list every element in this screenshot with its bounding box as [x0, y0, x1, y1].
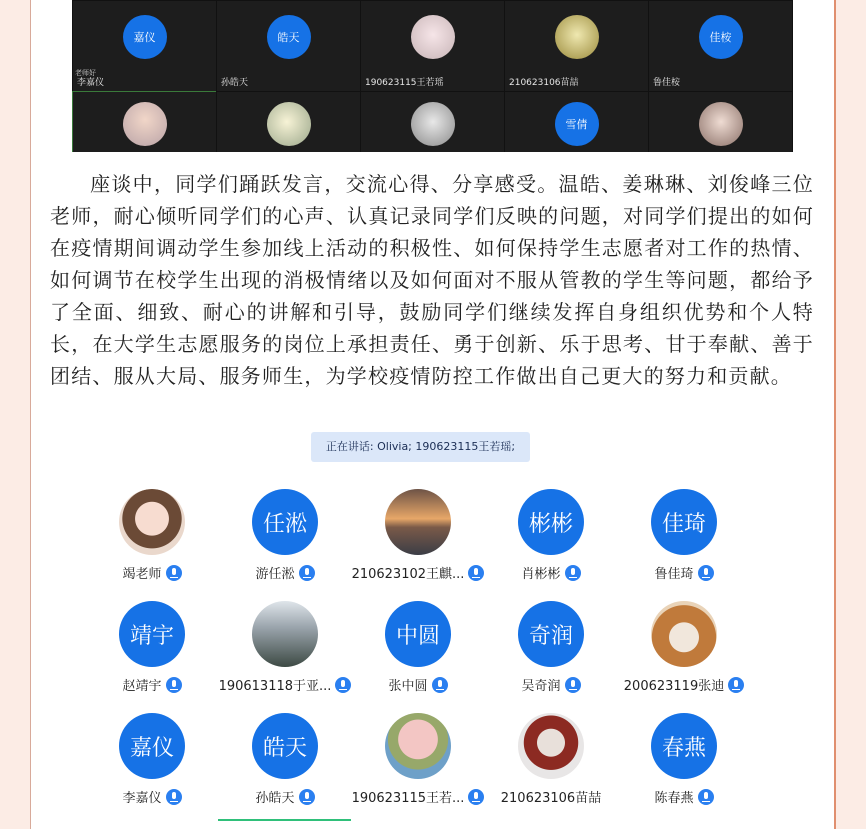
participant-tile[interactable] — [351, 713, 478, 813]
participant-name: 肖彬彬 — [521, 567, 561, 582]
participant-tile[interactable] — [92, 601, 212, 701]
mic-active-icon — [698, 789, 714, 805]
participant-name: 游任淞 — [255, 567, 295, 582]
participant-tile[interactable] — [225, 713, 345, 813]
avatar — [385, 489, 451, 555]
participant-tile[interactable] — [92, 713, 212, 813]
avatar — [385, 713, 451, 779]
avatar: 彬彬 — [518, 489, 584, 555]
participant-tile[interactable] — [351, 489, 478, 589]
participant-tile[interactable] — [225, 489, 345, 589]
avatar — [518, 713, 584, 779]
video-tile — [360, 91, 505, 152]
avatar: 嘉仪 — [123, 15, 167, 59]
avatar — [411, 102, 455, 146]
avatar: 佳桉 — [699, 15, 743, 59]
mic-icon — [468, 565, 484, 581]
paragraph-text: 座谈中，同学们踊跃发言，交流心得、分享感受。温皓、姜琳琳、刘俊峰三位老师，耐心倾听同学们的心声、认真记录同学们反映的问题，对同学们提出的如何在疫情期间调动学生参加线上活动的积极性、如何保持学生志愿者对工作的热情、如何调节在校学生出现的消极情绪以及如何面对不服从管教的学生等问题，都给予了全面、细致、耐心的讲解和引导，鼓励同学们继续发挥自身组织优势和个人特长，在大学生志愿服务的岗位上承担责任、勇于创新、乐于思考、甘于奉献、善于团结、服从大局、服务师生，为学校疫情防控工作做出自己更大的努力和贡献。 — [50, 172, 814, 388]
participant-name: 孙皓天 — [255, 791, 295, 806]
avatar: 佳琦 — [651, 489, 717, 555]
participant-name: 190613118于亚... — [218, 679, 332, 694]
participant-name: 陈春燕 — [654, 791, 694, 806]
avatar: 雪倩 — [555, 102, 599, 146]
participant-tile[interactable] — [358, 601, 478, 701]
video-tile — [216, 0, 361, 92]
video-tile — [648, 91, 793, 152]
avatar: 奇润 — [518, 601, 584, 667]
participant-name: 竭老师 — [122, 567, 162, 582]
participant-tile[interactable] — [491, 601, 611, 701]
mic-icon — [299, 789, 315, 805]
mic-active-icon — [468, 789, 484, 805]
participant-name: 200623119张迪 — [623, 679, 725, 694]
avatar — [699, 102, 743, 146]
mic-icon — [166, 565, 182, 581]
participant-name: 210623102王麒... — [351, 567, 465, 582]
avatar: 嘉仪 — [119, 713, 185, 779]
video-tile — [504, 0, 649, 92]
participant-name: 张中圆 — [388, 679, 428, 694]
avatar — [123, 102, 167, 146]
avatar — [651, 601, 717, 667]
participant-name: 鲁佳琦 — [654, 567, 694, 582]
mic-icon — [166, 789, 182, 805]
participant-name: 190623115王若... — [351, 791, 465, 806]
tile-name: 190623115王若瑶 — [365, 78, 444, 88]
active-tab-indicator — [218, 819, 351, 821]
article-paragraph — [50, 168, 814, 392]
video-tile — [72, 91, 217, 152]
mic-icon — [299, 565, 315, 581]
participant-tile[interactable] — [491, 713, 611, 813]
avatar: 任淞 — [252, 489, 318, 555]
avatar — [555, 15, 599, 59]
participant-tile[interactable] — [624, 713, 744, 813]
participant-tile[interactable] — [624, 601, 744, 701]
participant-name: 210623106苗喆 — [500, 791, 602, 806]
meeting-screenshot-top — [72, 0, 793, 152]
avatar: 春燕 — [651, 713, 717, 779]
speaking-banner: 正在讲话: Olivia; 190623115王若瑶; — [311, 432, 530, 462]
avatar — [267, 102, 311, 146]
participant-tile[interactable] — [491, 489, 611, 589]
mic-icon — [565, 677, 581, 693]
avatar — [119, 489, 185, 555]
participant-tile[interactable] — [624, 489, 744, 589]
mic-icon — [698, 565, 714, 581]
mic-icon — [565, 565, 581, 581]
avatar: 皓天 — [267, 15, 311, 59]
tile-name: 李嘉仪 — [77, 78, 105, 88]
video-tile — [360, 0, 505, 92]
avatar — [252, 601, 318, 667]
avatar: 皓天 — [252, 713, 318, 779]
video-tile — [504, 91, 649, 152]
participant-name: 赵靖宇 — [122, 679, 162, 694]
participant-name: 吴奇润 — [521, 679, 561, 694]
video-tile — [72, 0, 217, 92]
avatar — [411, 15, 455, 59]
mic-icon — [335, 677, 351, 693]
mic-icon — [432, 677, 448, 693]
participant-name: 李嘉仪 — [122, 791, 162, 806]
video-tile — [216, 91, 361, 152]
tile-name: 鲁佳桉 — [653, 78, 681, 88]
mic-icon — [166, 677, 182, 693]
tile-name: 210623106苗喆 — [509, 78, 579, 88]
participant-tile[interactable] — [92, 489, 212, 589]
avatar: 中圆 — [385, 601, 451, 667]
tile-name: 孙皓天 — [221, 78, 249, 88]
mic-icon — [728, 677, 744, 693]
video-tile — [648, 0, 793, 92]
avatar: 靖宇 — [119, 601, 185, 667]
participant-tile[interactable] — [218, 601, 345, 701]
tile-caption: 老师好 — [75, 69, 96, 77]
